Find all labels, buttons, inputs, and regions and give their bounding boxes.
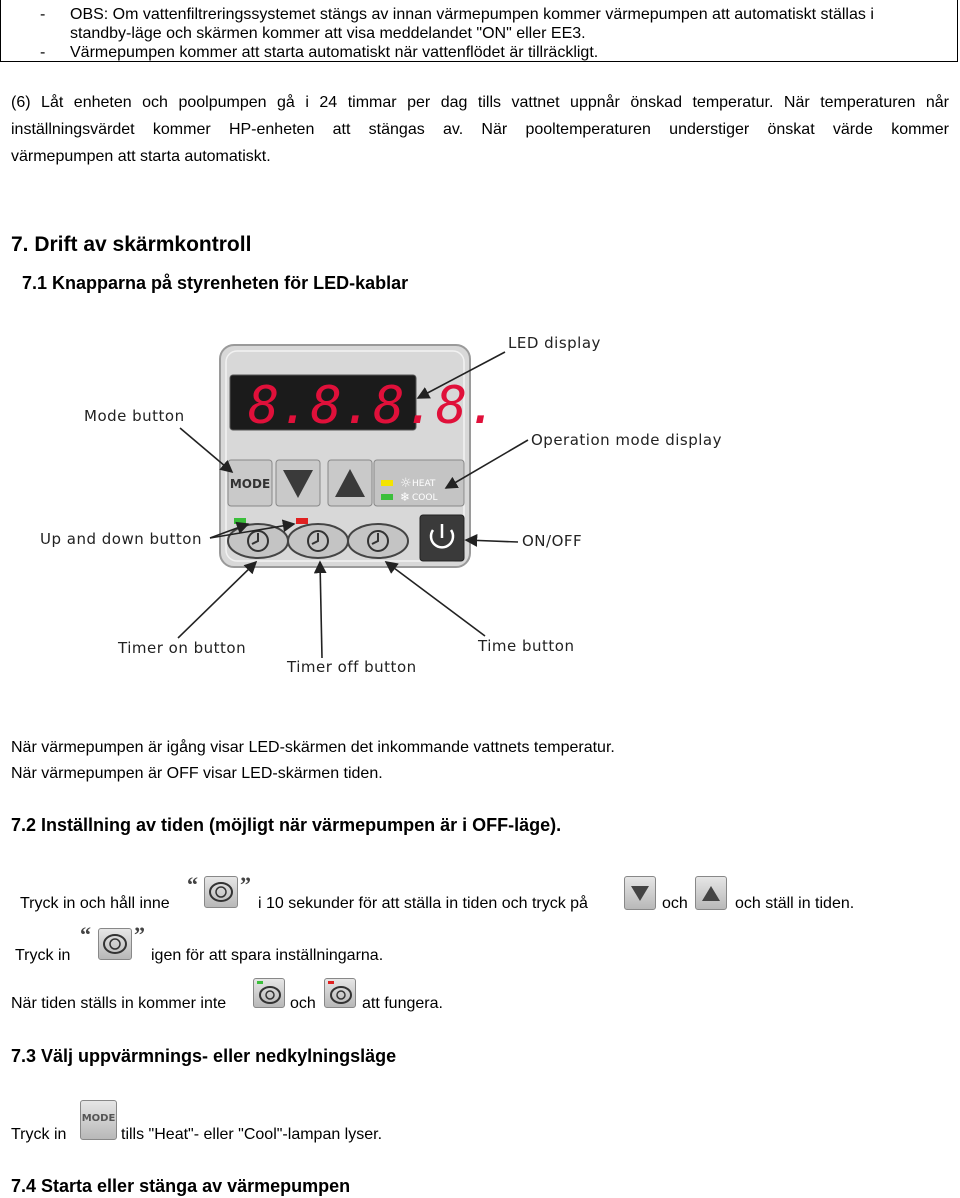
section7-title: 7. Drift av skärmkontroll (11, 233, 252, 256)
sun-icon: ☼ (400, 476, 412, 491)
section72-title: 7.2 Inställning av tiden (möjligt när värmepumpen är i OFF-läge). (11, 815, 562, 835)
timer-on-button-icon (253, 978, 285, 1008)
row2-text-a: Tryck in (15, 947, 71, 964)
cool-label: COOL (412, 493, 438, 503)
callout-timer-on-button: Timer on button (118, 639, 247, 657)
close-quote: ” (240, 872, 251, 897)
callout-timer-off-button: Timer off button (287, 658, 417, 676)
heat-led (381, 480, 393, 486)
row3-text-b: och (290, 995, 316, 1012)
para6-line1: (6) Låt enheten och poolpumpen gå i 24 timmar per dag tills vattnet uppnår önskad temperatur. När temperaturen når (11, 94, 949, 111)
up-arrow-icon (695, 876, 727, 910)
para6-line3: värmepumpen att starta automatiskt. (11, 148, 271, 165)
callout-led-display: LED display (508, 334, 601, 352)
mode-icon-label: MODE (81, 1113, 116, 1124)
section7-sub1: 7.1 Knapparna på styrenheten för LED-kablar (22, 273, 409, 293)
after-diagram-line2: När värmepumpen är OFF visar LED-skärmen tiden. (11, 765, 383, 782)
section73-title: 7.3 Välj uppvärmnings- eller nedkylningsläge (11, 1046, 397, 1066)
obs-item1-dash: - (40, 6, 46, 23)
section73-text-a: Tryck in (11, 1126, 67, 1143)
down-arrow-icon (624, 876, 656, 910)
row3-text-c: att fungera. (362, 995, 443, 1012)
callout-mode-button: Mode button (84, 407, 185, 425)
callout-up-down-button: Up and down button (40, 530, 202, 548)
cool-led (381, 494, 393, 500)
row1-text-d: och ställ in tiden. (735, 895, 855, 912)
callout-operation-mode-display: Operation mode display (531, 431, 722, 449)
close-quote: ” (134, 922, 145, 947)
time-button-icon (98, 928, 132, 960)
timer-on-led (234, 518, 246, 524)
heat-label: HEAT (412, 479, 436, 489)
row1-text-a: Tryck in och håll inne (20, 895, 170, 912)
mode-button-icon (80, 1100, 117, 1140)
snowflake-icon: ❄ (400, 490, 411, 504)
timer-off-button-icon (324, 978, 356, 1008)
mode-key-label: MODE (229, 477, 271, 491)
row1-text-b: i 10 sekunder för att ställa in tiden och tryck på (258, 895, 588, 912)
section74-title: 7.4 Starta eller stänga av värmepumpen (11, 1176, 351, 1196)
obs-item1-line2: standby-läge och skärmen kommer att visa meddelandet "ON" eller EE3. (70, 25, 586, 42)
obs-item1-line1: OBS: Om vattenfiltreringssystemet stängs av innan värmepumpen kommer värmepumpen att automatiskt ställas i (70, 6, 874, 23)
obs-item2-line1: Värmepumpen kommer att starta automatiskt när vattenflödet är tillräckligt. (70, 44, 599, 61)
led-digits: 8.8.8.8. (248, 376, 499, 436)
row2-text-b: igen för att spara inställningarna. (151, 947, 384, 964)
para6-line2: inställningsvärdet kommer HP-enheten att stängas av. När pooltemperaturen understiger önskat värde kommer (11, 121, 949, 138)
row3-text-a: När tiden ställs in kommer inte (11, 995, 227, 1012)
obs-item2-dash: - (40, 44, 46, 61)
callout-on-off: ON/OFF (522, 532, 583, 550)
row1-text-c: och (662, 895, 688, 912)
open-quote: “ (80, 922, 91, 947)
after-diagram-line1: När värmepumpen är igång visar LED-skärmen det inkommande vattnets temperatur. (11, 739, 615, 756)
section73-text-b: tills "Heat"- eller "Cool"-lampan lyser. (121, 1126, 383, 1143)
controller-diagram (0, 320, 960, 700)
callout-time-button: Time button (478, 637, 575, 655)
time-button-icon (204, 876, 238, 908)
timer-off-led (296, 518, 308, 524)
open-quote: “ (187, 872, 198, 897)
